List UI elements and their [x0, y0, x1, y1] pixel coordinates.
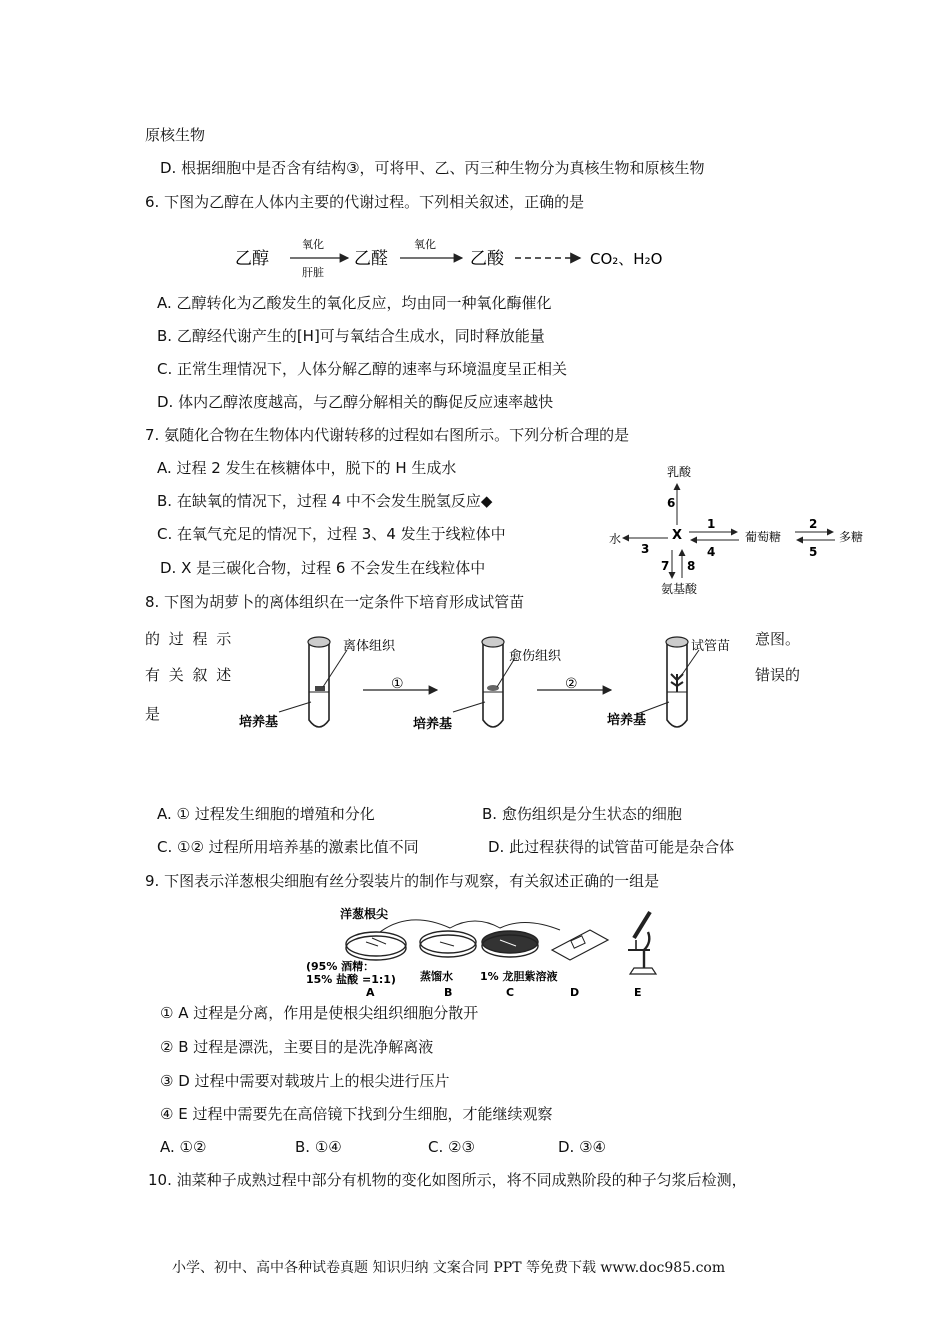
- option-7b: B. 在缺氧的情况下，过程 4 中不会发生脱氢反应◆: [157, 492, 493, 510]
- statement-9-4: ④ E 过程中需要先在高倍镜下找到分生细胞，才能继续观察: [160, 1105, 553, 1123]
- microscope-e: [628, 912, 656, 974]
- arrow-label-liver: 肝脏: [302, 266, 324, 279]
- option-6a: A. 乙醇转化为乙酸发生的氧化反应，均由同一种氧化酶催化: [157, 294, 552, 312]
- option-9b: B. ①④: [295, 1138, 342, 1156]
- dish-a: [346, 932, 406, 960]
- node-ethanol: 乙醇: [235, 249, 269, 269]
- option-6d: D. 体内乙醇浓度越高，与乙醇分解相关的酶促反应速率越快: [157, 393, 554, 411]
- amino-metabolism-diagram: [605, 460, 875, 600]
- label-medium-3: 培养基: [607, 713, 647, 728]
- label-explant: 离体组织: [343, 639, 396, 654]
- question-8-right-2: 错误的: [755, 666, 801, 684]
- question-8-cont-3: 是: [145, 705, 161, 723]
- label-step-d: D: [570, 986, 580, 999]
- question-8-cont-2: 有 关 叙 述: [145, 666, 234, 684]
- path-7: 7: [661, 559, 670, 573]
- option-6c: C. 正常生理情况下，人体分解乙醇的速率与环境温度呈正相关: [157, 360, 568, 378]
- label-medium-2: 培养基: [413, 717, 453, 732]
- node-co2-h2o: CO₂、H₂O: [590, 250, 663, 268]
- step-1: ①: [391, 676, 404, 692]
- node-amino-acid: 氨基酸: [661, 582, 698, 596]
- statement-9-3: ③ D 过程中需要对载玻片上的根尖进行压片: [160, 1072, 450, 1090]
- node-water: 水: [609, 532, 622, 546]
- path-2: 2: [809, 517, 818, 531]
- label-gentian-violet: 1% 龙胆紫溶液: [480, 970, 558, 983]
- label-solution-a-2: 15% 盐酸 =1:1): [306, 973, 396, 986]
- option-7c: C. 在氧气充足的情况下，过程 3、4 发生于线粒体中: [157, 525, 506, 543]
- dish-b: [420, 931, 476, 957]
- label-step-b: B: [444, 986, 453, 999]
- arrow-label-oxidation: 氧化: [302, 238, 324, 251]
- path-8: 8: [687, 559, 696, 573]
- label-step-c: C: [506, 986, 515, 999]
- label-callus: 愈伤组织: [509, 649, 562, 664]
- node-glucose: 葡萄糖: [745, 530, 782, 544]
- question-10: 10. 油菜种子成熟过程中部分有机物的变化如图所示，将不同成熟阶段的种子匀浆后检测，: [148, 1171, 747, 1189]
- label-distilled-water: 蒸馏水: [420, 970, 453, 983]
- option-9a: A. ①②: [160, 1138, 207, 1156]
- path-1: 1: [707, 517, 716, 531]
- label-medium-1: 培养基: [239, 715, 279, 730]
- test-tube-3: [607, 637, 730, 728]
- test-tube-1: [239, 637, 396, 730]
- option-8d: D. 此过程获得的试管苗可能是杂合体: [488, 838, 735, 856]
- option-6b: B. 乙醇经代谢产生的[H]可与氧结合生成水，同时释放能量: [157, 327, 545, 345]
- path-5: 5: [809, 545, 818, 559]
- question-8-cont-1: 的 过 程 示: [145, 630, 234, 648]
- option-8a: A. ① 过程发生细胞的增殖和分化: [157, 805, 375, 823]
- option-9d: D. ③④: [558, 1138, 606, 1156]
- tissue-culture-diagram: [225, 630, 755, 740]
- question-6: 6. 下图为乙醇在人体内主要的代谢过程。下列相关叙述，正确的是: [145, 193, 585, 211]
- label-plantlet: 试管苗: [691, 639, 731, 654]
- step-2: ②: [565, 676, 578, 692]
- label-solution-a-1: (95% 酒精：: [306, 960, 375, 973]
- option-8c: C. ①② 过程所用培养基的激素比值不同: [157, 838, 419, 856]
- option-7d: D. X 是三碳化合物，过程 6 不会发生在线粒体中: [160, 559, 486, 577]
- ethanol-metabolism-diagram: [230, 232, 670, 282]
- node-x: X: [672, 528, 683, 543]
- node-lactic-acid: 乳酸: [667, 465, 692, 479]
- slide-preparation-diagram: [300, 902, 670, 1000]
- option-7a: A. 过程 2 发生在核糖体中，脱下的 H 生成水: [157, 459, 457, 477]
- node-polysaccharide: 多糖: [839, 530, 864, 544]
- text-line: 原核生物: [145, 126, 206, 144]
- arrow-label-oxidation-2: 氧化: [414, 238, 436, 251]
- option-line: D. 根据细胞中是否含有结构③，可将甲、乙、丙三种生物分为真核生物和原核生物: [160, 159, 705, 177]
- question-8: 8. 下图为胡萝卜的离体组织在一定条件下培育形成试管苗: [145, 593, 525, 611]
- slide-d: [552, 930, 608, 960]
- question-8-right-1: 意图。: [755, 630, 801, 648]
- question-9: 9. 下图表示洋葱根尖细胞有丝分裂装片的制作与观察，有关叙述正确的一组是: [145, 872, 660, 890]
- path-4: 4: [707, 545, 716, 559]
- page-footer: 小学、初中、高中各种试卷真题 知识归纳 文案合同 PPT 等免费下载 www.doc985.com: [172, 1260, 726, 1276]
- statement-9-1: ① A 过程是分离，作用是使根尖组织细胞分散开: [160, 1004, 479, 1022]
- path-6: 6: [667, 496, 676, 510]
- path-3: 3: [641, 542, 650, 556]
- label-onion-root-tip: 洋葱根尖: [340, 907, 389, 921]
- node-acetic-acid: 乙酸: [470, 249, 504, 269]
- label-step-e: E: [634, 986, 642, 999]
- test-tube-2: [413, 637, 562, 732]
- option-9c: C. ②③: [428, 1138, 475, 1156]
- dish-c: [482, 931, 538, 957]
- option-8b: B. 愈伤组织是分生状态的细胞: [482, 805, 682, 823]
- label-step-a: A: [366, 986, 375, 999]
- node-acetaldehyde: 乙醛: [354, 249, 388, 269]
- question-7: 7. 氨随化合物在生物体内代谢转移的过程如右图所示。下列分析合理的是: [145, 426, 630, 444]
- statement-9-2: ② B 过程是漂洗，主要目的是洗净解离液: [160, 1038, 434, 1056]
